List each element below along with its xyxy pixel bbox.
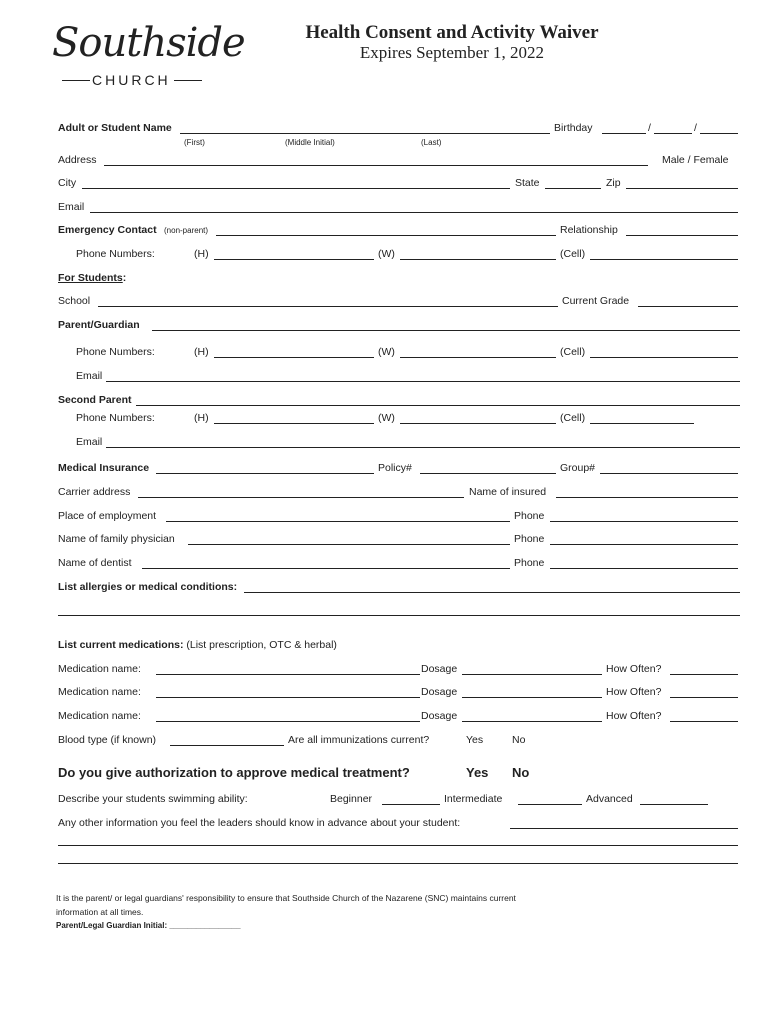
home-label: (H) [194,248,209,260]
med-name-field[interactable] [156,674,420,675]
birthday-month-field[interactable] [602,133,646,134]
phone-numbers-label: Phone Numbers: [76,412,155,424]
home-label: (H) [194,412,209,424]
work-label: (W) [378,412,395,424]
employment-label: Place of employment [58,510,157,522]
gender-label[interactable]: Male / Female [662,154,729,166]
phone-label: Phone [514,533,545,545]
dentist-phone-field[interactable] [550,568,738,569]
allergies-field-line2[interactable] [58,615,740,616]
emergency-label: Emergency Contact [58,224,157,236]
immun-no-option[interactable]: No [512,734,526,746]
policy-label: Policy# [378,462,412,474]
dentist-label: Name of dentist [58,557,132,569]
name-field[interactable] [180,133,550,134]
disclaimer-line1: It is the parent/ or legal guardians' responsibility to ensure that Southside Church of the Nazarene (SNC) maintains current [56,893,516,903]
employment-phone-field[interactable] [550,521,738,522]
employment-field[interactable] [166,521,510,522]
grade-field[interactable] [638,306,738,307]
cell-phone-field[interactable] [590,423,694,424]
logo-dash-right [174,80,202,81]
cell-phone-field[interactable] [590,259,738,260]
how-often-field[interactable] [670,674,738,675]
logo-script: Southside [52,20,245,66]
email-label: Email [58,201,85,213]
how-often-field[interactable] [670,697,738,698]
parent-label: Parent/Guardian [58,319,140,331]
logo-dash-left [62,80,90,81]
auth-yes-option[interactable]: Yes [466,765,489,780]
dosage-field[interactable] [462,674,602,675]
relationship-label: Relationship [560,224,618,236]
group-field[interactable] [600,473,738,474]
address-label: Address [58,154,97,166]
second-parent-email-field[interactable] [106,447,740,448]
physician-field[interactable] [188,544,510,545]
carrier-field[interactable] [138,497,464,498]
how-often-label: How Often? [606,710,662,722]
zip-field[interactable] [626,188,738,189]
cell-label: (Cell) [560,248,586,260]
other-info-line3[interactable] [58,863,738,864]
work-phone-field[interactable] [400,357,556,358]
last-hint: (Last) [421,138,442,147]
work-label: (W) [378,346,395,358]
other-info-line2[interactable] [58,845,738,846]
insured-field[interactable] [556,497,738,498]
nonparent-hint: (non-parent) [164,226,209,235]
city-field[interactable] [82,188,510,189]
city-label: City [58,177,77,189]
phone-numbers-label: Phone Numbers: [76,346,155,358]
parent-field[interactable] [152,330,740,331]
insurance-field[interactable] [156,473,374,474]
guardian-initial[interactable]: Parent/Legal Guardian Initial: ________________ [56,921,241,930]
med-name-label: Medication name: [58,710,141,722]
auth-no-option[interactable]: No [512,765,530,780]
immunizations-label: Are all immunizations current? [288,734,430,746]
phone-numbers-label: Phone Numbers: [76,248,155,260]
logo-sub: CHURCH [92,72,171,88]
emergency-field[interactable] [216,235,556,236]
med-name-label: Medication name: [58,663,141,675]
home-label: (H) [194,346,209,358]
work-label: (W) [378,248,395,260]
cell-phone-field[interactable] [590,357,738,358]
dentist-field[interactable] [142,568,510,569]
how-often-label: How Often? [606,663,662,675]
other-info-label: Any other information you feel the leaders should know in advance about your student: [58,817,461,829]
address-field[interactable] [104,165,648,166]
home-phone-field[interactable] [214,357,374,358]
disclaimer-line2: information at all times. [56,907,144,917]
cell-label: (Cell) [560,346,586,358]
birthday-year-field[interactable] [700,133,738,134]
cell-label: (Cell) [560,412,586,424]
physician-label: Name of family physician [58,533,175,545]
med-name-field[interactable] [156,697,420,698]
med-name-field[interactable] [156,721,420,722]
name-label: Adult or Student Name [58,122,172,134]
intermediate-field[interactable] [518,804,582,805]
email-label: Email [76,436,103,448]
insured-label: Name of insured [469,486,547,498]
allergies-label: List allergies or medical conditions: [58,581,238,593]
dosage-label: Dosage [421,686,458,698]
state-field[interactable] [545,188,601,189]
beginner-label: Beginner [330,793,373,805]
grade-label: Current Grade [562,295,630,307]
blood-label: Blood type (if known) [58,734,157,746]
other-info-field[interactable] [510,828,738,829]
second-parent-label: Second Parent [58,394,132,406]
dosage-label: Dosage [421,710,458,722]
for-students-heading: For Students: [58,272,127,284]
advanced-label: Advanced [586,793,633,805]
blood-field[interactable] [170,745,284,746]
dosage-field[interactable] [462,721,602,722]
home-phone-field[interactable] [214,423,374,424]
beginner-field[interactable] [382,804,440,805]
advanced-field[interactable] [640,804,708,805]
school-field[interactable] [98,306,558,307]
first-hint: (First) [184,138,205,147]
birthday-label: Birthday [554,122,593,134]
relationship-field[interactable] [626,235,738,236]
work-phone-field[interactable] [400,259,556,260]
how-often-label: How Often? [606,686,662,698]
dosage-label: Dosage [421,663,458,675]
authorization-question: Do you give authorization to approve medical treatment? [58,765,410,780]
intermediate-label: Intermediate [444,793,503,805]
policy-field[interactable] [420,473,556,474]
physician-phone-field[interactable] [550,544,738,545]
carrier-label: Carrier address [58,486,131,498]
email-label: Email [76,370,103,382]
parent-email-field[interactable] [106,381,740,382]
group-label: Group# [560,462,596,474]
birthday-day-field[interactable] [654,133,692,134]
zip-label: Zip [606,177,621,189]
swim-label: Describe your students swimming ability: [58,793,248,805]
second-parent-field[interactable] [136,405,740,406]
phone-label: Phone [514,557,545,569]
allergies-field[interactable] [244,592,740,593]
state-label: State [515,177,540,189]
med-name-label: Medication name: [58,686,141,698]
home-phone-field[interactable] [214,259,374,260]
work-phone-field[interactable] [400,423,556,424]
middle-hint: (Middle Initial) [285,138,335,147]
how-often-field[interactable] [670,721,738,722]
meds-heading: List current medications: (List prescription, OTC & herbal) [58,639,337,651]
insurance-label: Medical Insurance [58,462,150,474]
form-subtitle: Expires September 1, 2022 [359,43,545,62]
immun-yes-option[interactable]: Yes [466,734,484,746]
email-field[interactable] [90,212,738,213]
dosage-field[interactable] [462,697,602,698]
phone-label: Phone [514,510,545,522]
form-title: Health Consent and Activity Waiver [305,22,599,43]
school-label: School [58,295,91,307]
